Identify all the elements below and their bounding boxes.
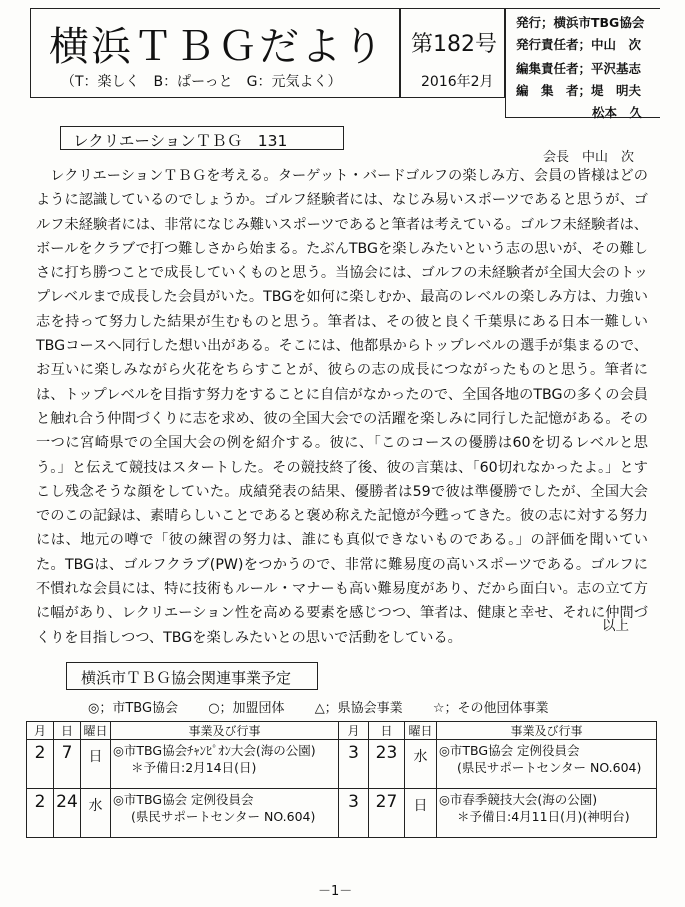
cell-month: 3 <box>339 789 369 838</box>
cell-weekday: 水 <box>405 740 437 789</box>
cell-month: 2 <box>27 789 54 838</box>
article-author: 会長 中山 次 <box>543 150 635 165</box>
table-row <box>27 789 657 838</box>
legend-city-association: ◎；市TBG協会 <box>88 701 179 716</box>
header-event: 事業及び行事 <box>437 722 657 740</box>
cell-day: 23 <box>369 740 405 789</box>
issue-date: 2016年2月 <box>421 74 494 90</box>
staff-publishing-manager: 発行責任者；中山 次 <box>516 37 642 52</box>
cell-event <box>111 789 339 838</box>
table-row <box>27 740 657 789</box>
event-title: ◎市TBG協会 定例役員会 <box>113 792 254 807</box>
cell-month: 2 <box>27 740 54 789</box>
article-closing: 以上 <box>602 618 629 634</box>
issue-box <box>400 8 505 98</box>
staff-publisher: 発行；横浜市TBG協会 <box>516 15 645 30</box>
legend-other-group: ☆；その他団体事業 <box>432 701 549 716</box>
staff-credits <box>505 8 660 118</box>
schedule-legend <box>88 697 574 716</box>
cell-event <box>111 740 339 789</box>
event-title: ◎市TBG協会ﾁｬﾝﾋﾟｵﾝ大会(海の公園) <box>113 743 316 758</box>
issue-number: 第182号 <box>411 32 497 57</box>
event-note: (県民サポートセンター NO.604) <box>131 809 316 824</box>
schedule-section-title-text: 横浜市ＴＢＧ協会関連事業予定 <box>81 669 292 687</box>
cell-event <box>437 740 657 789</box>
cell-day: 24 <box>54 789 81 838</box>
page-number: －1－ <box>318 884 353 899</box>
event-note: ＊予備日:2月14日(日) <box>131 760 257 775</box>
header-month: 月 <box>27 722 54 740</box>
cell-month: 3 <box>339 740 369 789</box>
legend-prefecture-event: △；県協会事業 <box>314 701 403 716</box>
masthead <box>30 8 400 98</box>
staff-editor-in-chief: 編集責任者；平沢基志 <box>516 61 642 76</box>
header-weekday: 曜日 <box>81 722 111 740</box>
cell-weekday: 水 <box>81 789 111 838</box>
schedule-table <box>26 721 657 838</box>
newsletter-title: 横浜ＴＢＧだより <box>49 24 385 70</box>
schedule-header-row <box>27 722 657 740</box>
legend-member-group: ○；加盟団体 <box>208 701 285 716</box>
header-day: 日 <box>54 722 81 740</box>
staff-editor: 編 集 者；堤 明夫 <box>516 83 642 98</box>
cell-event <box>437 789 657 838</box>
header-day: 日 <box>369 722 405 740</box>
newsletter-tagline: （T：楽しく B：ぱーっと G：元気よく） <box>61 74 342 90</box>
header-event: 事業及び行事 <box>111 722 339 740</box>
event-title: ◎市春季競技大会(海の公園) <box>439 792 598 807</box>
article-section-title-text: レクリエーションＴＢＧ 131 <box>73 132 288 150</box>
cell-day: 27 <box>369 789 405 838</box>
header-month: 月 <box>339 722 369 740</box>
schedule-section-title <box>66 662 318 690</box>
article-body: レクリエーションＴＢＧを考える。ターゲット・バードゴルフの楽しみ方、会員の皆様はどのように認識しているのでしょうか。ゴルフ経験者には、なじみ易いスポーツであると思うが、ゴルフ未経験者には、非常になじみ難いスポーツであると筆者は考えている。ゴルフ未経験者は、ボールをクラブで打つ難しさから始まる。たぶんTBGを楽しみたいという志の思いが、その難しさに打ち勝つことで成長していくものと思う。当協会には、ゴルフの未経験者が全国大会のトップレベルまで成長した会員がいた。TBGを如何に楽しむか、最高のレベルの楽しみ方は、力強い志を持って努力した結果が生むものと思う。筆者は、その彼と良く千葉県にある日本一難しいTBGコースへ同行した想い出がある。そこには、他都県からトップレベルの選手が集まるので、お互いに楽しみながら火花をちらすことが、彼らの志の成長につながったものと思う。筆者には、トップレベルを目指す努力をすることに自信がなかったので、全国各地のTBGの多くの会員と触れ合う仲間づくりに志を求め、彼の全国大会での活躍を楽しみに同行した記憶がある。その一つに宮崎県での全国大会の例を紹介する。彼に、「このコースの優勝は60を切るレベルと思う。」と伝えて競技はスタートした。その競技終了後、彼の言葉は、「60切れなかったよ。」とすこし残念そうな顔をしていた。成績発表の結果、優勝者は59で彼は準優勝でしたが、全国大会でのこの記録は、素晴らしいことであると褒め称えた記憶が今甦ってきた。彼の志に対する努力には、地元の噂で「彼の練習の努力は、誰にも真似できないものである。」の評価を聞いていた。TBGは、ゴルフクラブ(PW)をつかうので、非常に難易度の高いスポーツである。ゴルフに不慣れな会員には、特に技術もルール・マナーも高い難易度があり、だから面白い。志の立て方に幅があり、レクリエーション性を高める要素を感じつつ、筆者は、健康と幸せ、それに仲間づくりを目指しつつ、TBGを楽しみたいとの思いで活動をしている。 <box>36 168 648 646</box>
header-weekday: 曜日 <box>405 722 437 740</box>
article-section-title <box>60 126 344 150</box>
cell-weekday: 日 <box>81 740 111 789</box>
event-note: ＊予備日:4月11日(月)(神明台) <box>457 809 630 824</box>
staff-editor-2: 松本 久 <box>592 105 643 120</box>
event-title: ◎市TBG協会 定例役員会 <box>439 743 580 758</box>
cell-day: 7 <box>54 740 81 789</box>
event-note: (県民サポートセンター NO.604) <box>457 760 642 775</box>
cell-weekday: 日 <box>405 789 437 838</box>
